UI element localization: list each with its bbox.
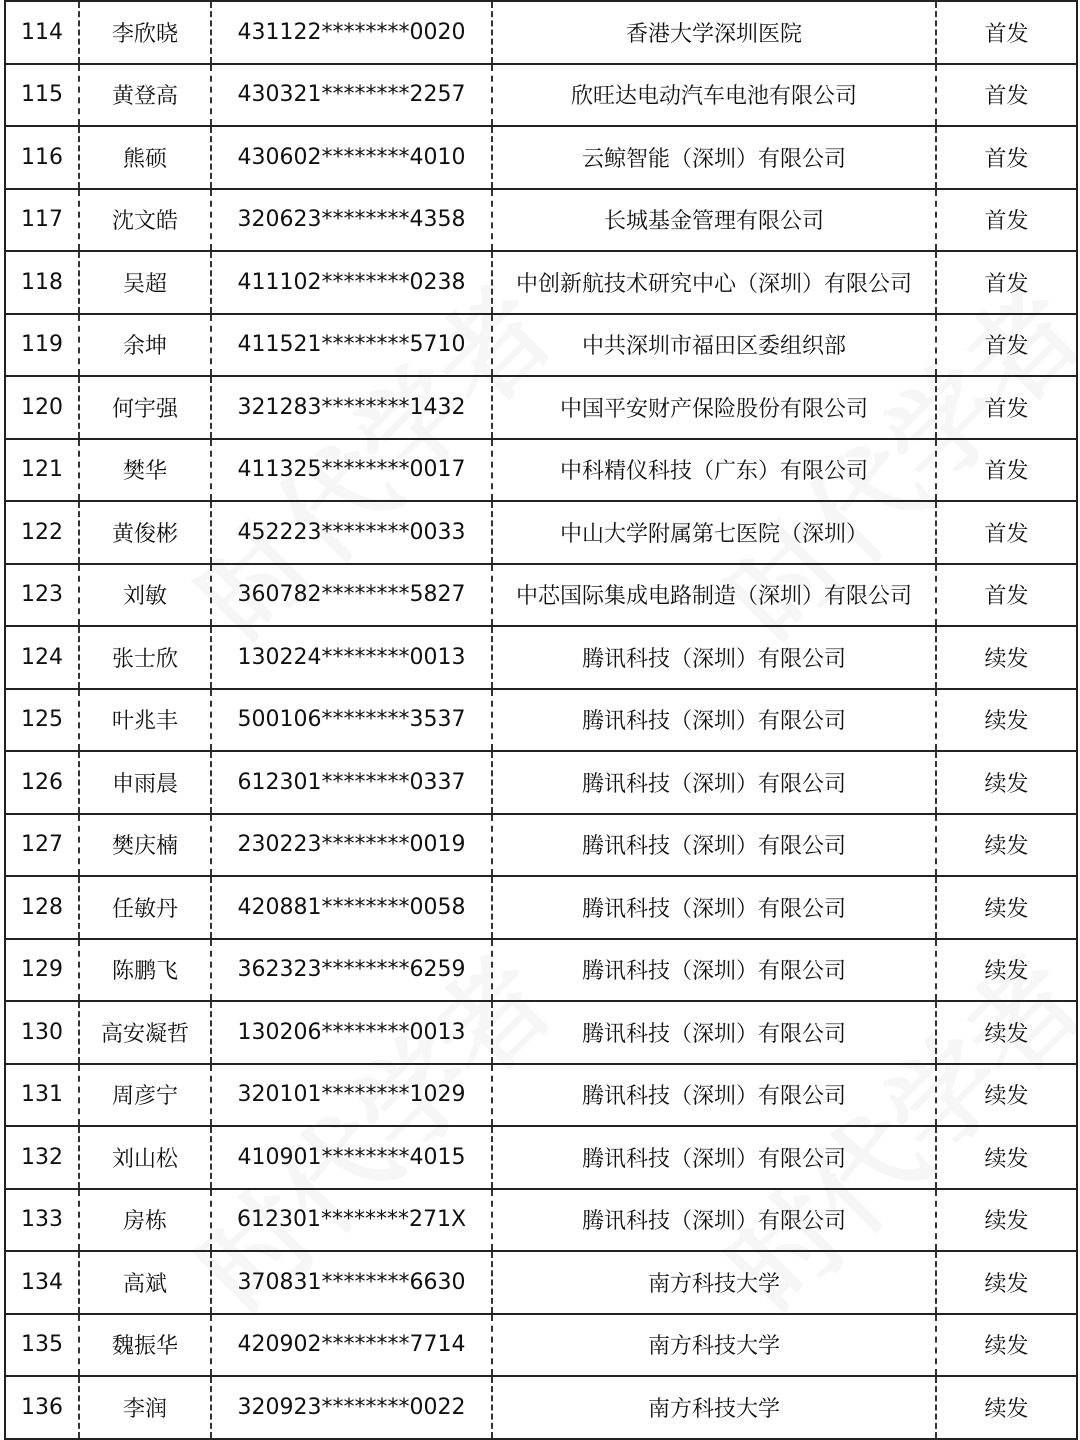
row-number-cell: 124 (5, 626, 79, 689)
organization-cell: 南方科技大学 (492, 1251, 936, 1314)
name-cell: 张士欣 (79, 626, 211, 689)
table-row (5, 1314, 1077, 1377)
name-cell: 黄俊彬 (79, 501, 211, 564)
name-cell: 沈文皓 (79, 189, 211, 252)
row-number-cell: 133 (5, 1189, 79, 1252)
table-row (5, 1001, 1077, 1064)
issue-type-cell: 续发 (936, 876, 1077, 939)
issue-type-cell: 首发 (936, 439, 1077, 502)
id-number-cell: 370831********6630 (211, 1251, 492, 1314)
row-number-cell: 134 (5, 1251, 79, 1314)
table-row (5, 439, 1077, 502)
table-row (5, 1064, 1077, 1127)
table-row (5, 126, 1077, 189)
organization-cell: 中国平安财产保险股份有限公司 (492, 376, 936, 439)
issue-type-cell: 首发 (936, 564, 1077, 627)
table-row (5, 501, 1077, 564)
name-cell: 李润 (79, 1376, 211, 1439)
issue-type-cell: 续发 (936, 1251, 1077, 1314)
organization-cell: 腾讯科技（深圳）有限公司 (492, 1126, 936, 1189)
organization-cell: 腾讯科技（深圳）有限公司 (492, 751, 936, 814)
id-number-cell: 452223********0033 (211, 501, 492, 564)
issue-type-cell: 首发 (936, 314, 1077, 377)
name-cell: 高安凝哲 (79, 1001, 211, 1064)
id-number-cell: 500106********3537 (211, 689, 492, 752)
row-number-cell: 120 (5, 376, 79, 439)
organization-cell: 欣旺达电动汽车电池有限公司 (492, 64, 936, 127)
organization-cell: 长城基金管理有限公司 (492, 189, 936, 252)
row-number-cell: 121 (5, 439, 79, 502)
issue-type-cell: 续发 (936, 1126, 1077, 1189)
id-number-cell: 420902********7714 (211, 1314, 492, 1377)
row-number-cell: 126 (5, 751, 79, 814)
issue-type-cell: 续发 (936, 751, 1077, 814)
name-cell: 樊华 (79, 439, 211, 502)
table-row (5, 251, 1077, 314)
table-row (5, 314, 1077, 377)
id-number-cell: 360782********5827 (211, 564, 492, 627)
row-number-cell: 118 (5, 251, 79, 314)
row-number-cell: 114 (5, 1, 79, 64)
issue-type-cell: 续发 (936, 1314, 1077, 1377)
name-cell: 房栋 (79, 1189, 211, 1252)
issue-type-cell: 首发 (936, 501, 1077, 564)
row-number-cell: 119 (5, 314, 79, 377)
name-cell: 周彦宁 (79, 1064, 211, 1127)
issue-type-cell: 续发 (936, 1001, 1077, 1064)
name-cell: 黄登高 (79, 64, 211, 127)
name-cell: 刘山松 (79, 1126, 211, 1189)
name-cell: 申雨晨 (79, 751, 211, 814)
id-number-cell: 430321********2257 (211, 64, 492, 127)
organization-cell: 南方科技大学 (492, 1376, 936, 1439)
organization-cell: 腾讯科技（深圳）有限公司 (492, 814, 936, 877)
table-row (5, 751, 1077, 814)
issue-type-cell: 首发 (936, 64, 1077, 127)
table-row (5, 876, 1077, 939)
issue-type-cell: 首发 (936, 126, 1077, 189)
organization-cell: 中共深圳市福田区委组织部 (492, 314, 936, 377)
issue-type-cell: 续发 (936, 939, 1077, 1002)
row-number-cell: 117 (5, 189, 79, 252)
row-number-cell: 131 (5, 1064, 79, 1127)
row-number-cell: 132 (5, 1126, 79, 1189)
row-number-cell: 136 (5, 1376, 79, 1439)
organization-cell: 腾讯科技（深圳）有限公司 (492, 689, 936, 752)
recipient-table (4, 0, 1078, 1440)
table-row (5, 564, 1077, 627)
row-number-cell: 130 (5, 1001, 79, 1064)
name-cell: 陈鹏飞 (79, 939, 211, 1002)
table-row (5, 626, 1077, 689)
table-row (5, 1126, 1077, 1189)
organization-cell: 腾讯科技（深圳）有限公司 (492, 1064, 936, 1127)
id-number-cell: 411102********0238 (211, 251, 492, 314)
issue-type-cell: 续发 (936, 1064, 1077, 1127)
id-number-cell: 430602********4010 (211, 126, 492, 189)
id-number-cell: 411325********0017 (211, 439, 492, 502)
row-number-cell: 125 (5, 689, 79, 752)
name-cell: 叶兆丰 (79, 689, 211, 752)
id-number-cell: 320101********1029 (211, 1064, 492, 1127)
id-number-cell: 411521********5710 (211, 314, 492, 377)
name-cell: 余坤 (79, 314, 211, 377)
row-number-cell: 122 (5, 501, 79, 564)
issue-type-cell: 首发 (936, 251, 1077, 314)
table-row (5, 939, 1077, 1002)
organization-cell: 中创新航技术研究中心（深圳）有限公司 (492, 251, 936, 314)
name-cell: 樊庆楠 (79, 814, 211, 877)
name-cell: 刘敏 (79, 564, 211, 627)
name-cell: 高斌 (79, 1251, 211, 1314)
id-number-cell: 230223********0019 (211, 814, 492, 877)
id-number-cell: 410901********4015 (211, 1126, 492, 1189)
name-cell: 魏振华 (79, 1314, 211, 1377)
id-number-cell: 130206********0013 (211, 1001, 492, 1064)
row-number-cell: 128 (5, 876, 79, 939)
organization-cell: 腾讯科技（深圳）有限公司 (492, 626, 936, 689)
table-row (5, 689, 1077, 752)
id-number-cell: 420881********0058 (211, 876, 492, 939)
organization-cell: 腾讯科技（深圳）有限公司 (492, 939, 936, 1002)
organization-cell: 南方科技大学 (492, 1314, 936, 1377)
table-row (5, 1251, 1077, 1314)
issue-type-cell: 续发 (936, 1376, 1077, 1439)
id-number-cell: 320623********4358 (211, 189, 492, 252)
table-body (5, 1, 1077, 1439)
table-row (5, 376, 1077, 439)
issue-type-cell: 续发 (936, 689, 1077, 752)
organization-cell: 腾讯科技（深圳）有限公司 (492, 876, 936, 939)
organization-cell: 云鲸智能（深圳）有限公司 (492, 126, 936, 189)
organization-cell: 中山大学附属第七医院（深圳） (492, 501, 936, 564)
id-number-cell: 431122********0020 (211, 1, 492, 64)
table-row (5, 814, 1077, 877)
row-number-cell: 115 (5, 64, 79, 127)
name-cell: 任敏丹 (79, 876, 211, 939)
table-row (5, 1189, 1077, 1252)
issue-type-cell: 续发 (936, 1189, 1077, 1252)
organization-cell: 腾讯科技（深圳）有限公司 (492, 1001, 936, 1064)
issue-type-cell: 首发 (936, 1, 1077, 64)
organization-cell: 腾讯科技（深圳）有限公司 (492, 1189, 936, 1252)
issue-type-cell: 续发 (936, 814, 1077, 877)
id-number-cell: 130224********0013 (211, 626, 492, 689)
row-number-cell: 127 (5, 814, 79, 877)
row-number-cell: 116 (5, 126, 79, 189)
row-number-cell: 123 (5, 564, 79, 627)
table-row (5, 1376, 1077, 1439)
name-cell: 何宇强 (79, 376, 211, 439)
name-cell: 吴超 (79, 251, 211, 314)
id-number-cell: 320923********0022 (211, 1376, 492, 1439)
organization-cell: 香港大学深圳医院 (492, 1, 936, 64)
row-number-cell: 135 (5, 1314, 79, 1377)
name-cell: 李欣晓 (79, 1, 211, 64)
id-number-cell: 321283********1432 (211, 376, 492, 439)
row-number-cell: 129 (5, 939, 79, 1002)
id-number-cell: 612301********271X (211, 1189, 492, 1252)
organization-cell: 中科精仪科技（广东）有限公司 (492, 439, 936, 502)
table-row (5, 1, 1077, 64)
issue-type-cell: 首发 (936, 189, 1077, 252)
issue-type-cell: 首发 (936, 376, 1077, 439)
id-number-cell: 612301********0337 (211, 751, 492, 814)
name-cell: 熊硕 (79, 126, 211, 189)
issue-type-cell: 续发 (936, 626, 1077, 689)
table-row (5, 189, 1077, 252)
id-number-cell: 362323********6259 (211, 939, 492, 1002)
table-row (5, 64, 1077, 127)
organization-cell: 中芯国际集成电路制造（深圳）有限公司 (492, 564, 936, 627)
